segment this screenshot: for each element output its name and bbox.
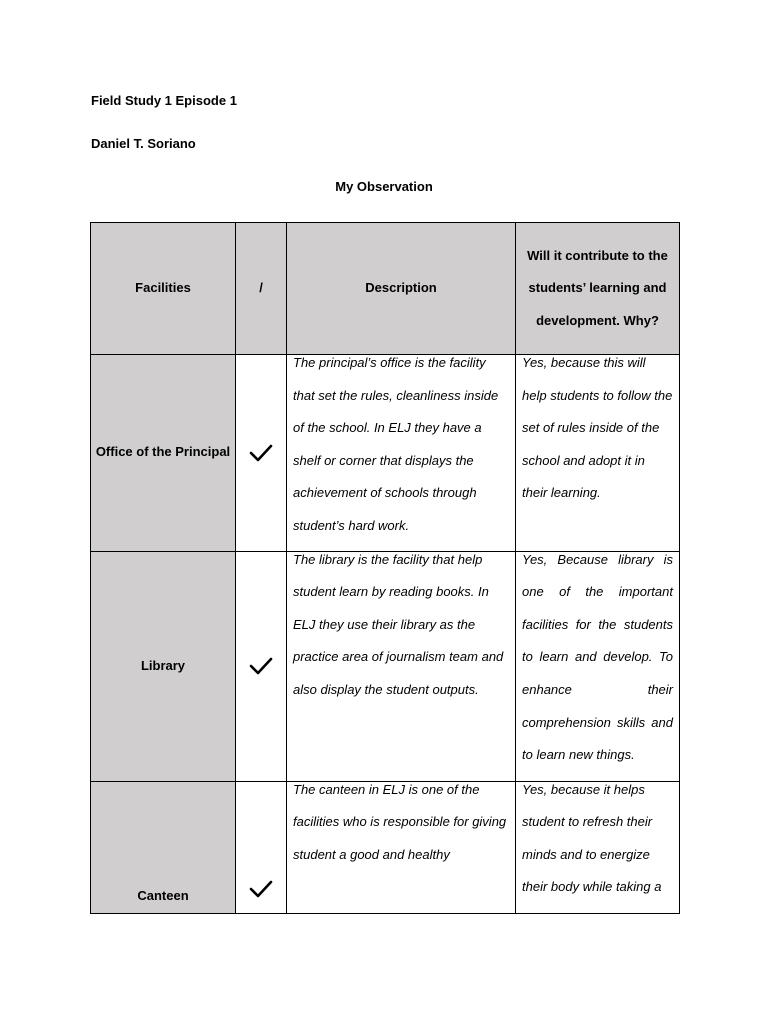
facility-label: Canteen (137, 887, 189, 903)
description-text: The principal’s office is the facility that set the rules, cleanliness inside of the school. In ELJ they have a shelf or corner that displays the achievement of schools through student’s hard work. (293, 355, 499, 533)
contribution-cell (516, 355, 680, 552)
contribution-text: Yes, Because library is one of the important facilities for the students to learn and develop. To enhance their comprehension skills and to learn new things. (522, 551, 673, 763)
facility-label: Library (140, 657, 186, 673)
table-row (91, 355, 680, 552)
description-cell (287, 355, 516, 552)
facility-name (91, 551, 236, 781)
observation-table (90, 222, 680, 914)
contribution-text: Yes, because this will help students to follow the set of rules inside of the school and adopt it in their learning. (522, 355, 673, 501)
section-heading: My Observation (335, 179, 433, 194)
contribution-cell (516, 551, 680, 781)
check-icon (249, 879, 273, 899)
table-header-row (91, 223, 680, 355)
check-cell (236, 355, 287, 552)
facility-name (91, 355, 236, 552)
header-contribution: Will it contribute to the students’ learning and development. Why? (516, 223, 680, 355)
description-text: The canteen in ELJ is one of the facilities who is responsible for giving student a good and healthy (293, 781, 507, 862)
check-cell (236, 781, 287, 913)
header-check: / (236, 223, 287, 355)
table-row (91, 551, 680, 781)
contribution-cell (516, 781, 680, 913)
author-name: Daniel T. Soriano (91, 136, 196, 151)
description-cell (287, 781, 516, 913)
check-icon (249, 443, 273, 463)
check-icon (249, 656, 273, 676)
document-title: Field Study 1 Episode 1 (91, 93, 237, 108)
table-row (91, 781, 680, 913)
facility-label: Office of the Principal (95, 444, 231, 460)
description-text: The library is the facility that help student learn by reading books. In ELJ they use their library as the practice area of journalism team and also display the student outputs. (293, 551, 504, 697)
contribution-text: Yes, because it helps student to refresh their minds and to energize their body while taking a (522, 781, 662, 895)
facility-name (91, 781, 236, 913)
check-cell (236, 551, 287, 781)
header-facilities: Facilities (91, 223, 236, 355)
description-cell (287, 551, 516, 781)
header-description: Description (287, 223, 516, 355)
